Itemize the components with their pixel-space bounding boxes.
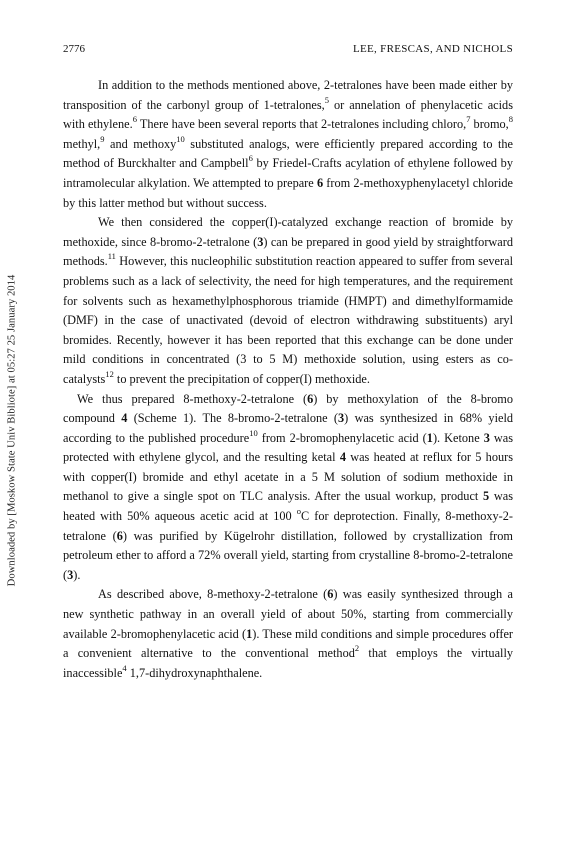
- text-run: methyl,: [63, 136, 101, 151]
- text-run: ) was synthesized in 68% yield according to the published procedure: [63, 411, 514, 445]
- compound-number: 6: [307, 391, 314, 406]
- text-run: There have been several reports that 2-tetralones including chloro,: [136, 117, 467, 132]
- reference-superscript: 6: [132, 114, 137, 125]
- compound-number: 3: [338, 411, 345, 426]
- text-run: We thus prepared 8-methoxy-2-tetralone (: [77, 391, 308, 406]
- reference-superscript: 7: [466, 114, 471, 125]
- reference-superscript: 10: [249, 427, 258, 438]
- reference-superscript: 8: [508, 114, 513, 125]
- reference-superscript: 2: [354, 643, 360, 654]
- reference-superscript: 4: [122, 662, 127, 673]
- compound-number: 1: [246, 626, 253, 641]
- text-run: to prevent the precipitation of copper(I) methoxide.: [113, 371, 370, 386]
- body-text: [63, 76, 513, 683]
- text-run: was heated with 50% aqueous acetic acid at 100: [63, 489, 513, 524]
- reference-superscript: 9: [100, 133, 105, 144]
- running-header: [63, 43, 513, 59]
- text-run: was heated at reflux for 5 hours with copper(I) bromide and ethyl acetate in a 5 M solution of sodium methoxide in methanol to give a single spot on TLC analysis. After the usual workup, product: [63, 450, 514, 504]
- reference-superscript: 10: [176, 133, 185, 144]
- reference-superscript: 5: [324, 94, 329, 105]
- compound-number: 6: [327, 587, 334, 602]
- text-run: As described above, 8-methoxy-2-tetralone (: [98, 587, 328, 602]
- compound-number: 5: [483, 489, 490, 504]
- text-run: that employs the virtually inaccessible: [63, 646, 514, 680]
- compound-number: 3: [67, 567, 74, 582]
- text-run: from 2-methoxyphenylacetyl chloride by this latter method but without success.: [63, 175, 513, 210]
- running-head-authors: LEE, FRESCAS, AND NICHOLS: [353, 43, 513, 55]
- text-run: (Scheme 1). The 8-bromo-2-tetralone (: [127, 411, 338, 426]
- text-run: However, this nucleophilic substitution reaction appeared to suffer from several problems such as a lack of selectivity, the need for high temperatures, and the requirement for solvents such as hexamethylphosphorous triamide (HMPT) and dimethylformamide (DMF) in the case of unactivated (devoid of electron withdrawing substituents) aryl bromides. Recently, however it has been reported that this exchange can be done under mild conditions in concentrated (3 to 5 M) methoxide solution, using esters as co-catalysts: [63, 254, 513, 386]
- compound-number: 6: [116, 528, 123, 543]
- compound-number: 3: [257, 234, 264, 249]
- page-number: 2776: [63, 43, 85, 55]
- paragraph-1: [63, 76, 513, 213]
- text-run: ). Ketone: [432, 430, 484, 445]
- text-run: ) can be prepared in good yield by straightforward methods.: [63, 234, 513, 269]
- compound-number: 1: [426, 430, 433, 445]
- text-run: ) by methoxylation of the 8-bromo compound: [63, 391, 514, 426]
- compound-number: 6: [316, 175, 324, 190]
- text-run: ).: [73, 567, 81, 582]
- text-run: bromo,: [470, 117, 509, 132]
- text-run: and methoxy: [104, 136, 177, 151]
- text-run: or annelation of phenylacetic acids with ethylene.: [63, 97, 513, 132]
- text-run: 1,7-dihydroxynaphthalene.: [126, 665, 263, 680]
- compound-number: 4: [121, 411, 128, 426]
- reference-superscript: 11: [107, 251, 116, 262]
- text-run: C for deprotection. Finally, 8-methoxy-2-tetralone (: [63, 509, 514, 543]
- text-run: by Friedel-Crafts acylation of ethylene followed by intramolecular alkylation. We attempted to prepare: [63, 156, 513, 190]
- paragraph-2: [63, 213, 513, 389]
- text-run: ) was easily synthesized through a new synthetic pathway in an overall yield of about 50%, starting from commercially available 2-bromophenylacetic acid (: [63, 587, 513, 641]
- paragraph-3: [63, 390, 513, 586]
- text-run: was protected with ethylene glycol, and the resulting ketal: [63, 430, 514, 465]
- reference-superscript: 12: [105, 368, 114, 379]
- text-run: We then considered the copper(I)-catalyzed exchange reaction of bromide by methoxide, since 8-bromo-2-tetralone (: [63, 215, 513, 249]
- reference-superscript: 6: [248, 153, 253, 164]
- compound-number: 3: [483, 430, 490, 445]
- text-run: ) was purified by Kügelrohr distillation, followed by crystallization from petroleum ether to afford a 72% overall yield, starting from crystalline 8-bromo-2-tetralone (: [63, 528, 513, 582]
- text-run: In addition to the methods mentioned above, 2-tetralones have been made either by transposition of the carbonyl group of 1-tetralones,: [63, 78, 513, 112]
- text-run: substituted analogs, were efficiently prepared according to the method of Burckhalter and Campbell: [63, 136, 513, 171]
- paragraph-4: [63, 585, 513, 683]
- download-watermark-text: Downloaded by [Moskow State Univ Bibliote] at 05:27 25 January 2014: [6, 274, 18, 586]
- compound-number: 4: [339, 450, 346, 465]
- degree-superscript: o: [296, 505, 301, 516]
- text-run: ). These mild conditions and simple procedures offer a convenient alternative to the conventional method: [63, 626, 513, 661]
- text-run: from 2-bromophenylacetic acid (: [257, 430, 427, 445]
- download-watermark: [3, 210, 21, 650]
